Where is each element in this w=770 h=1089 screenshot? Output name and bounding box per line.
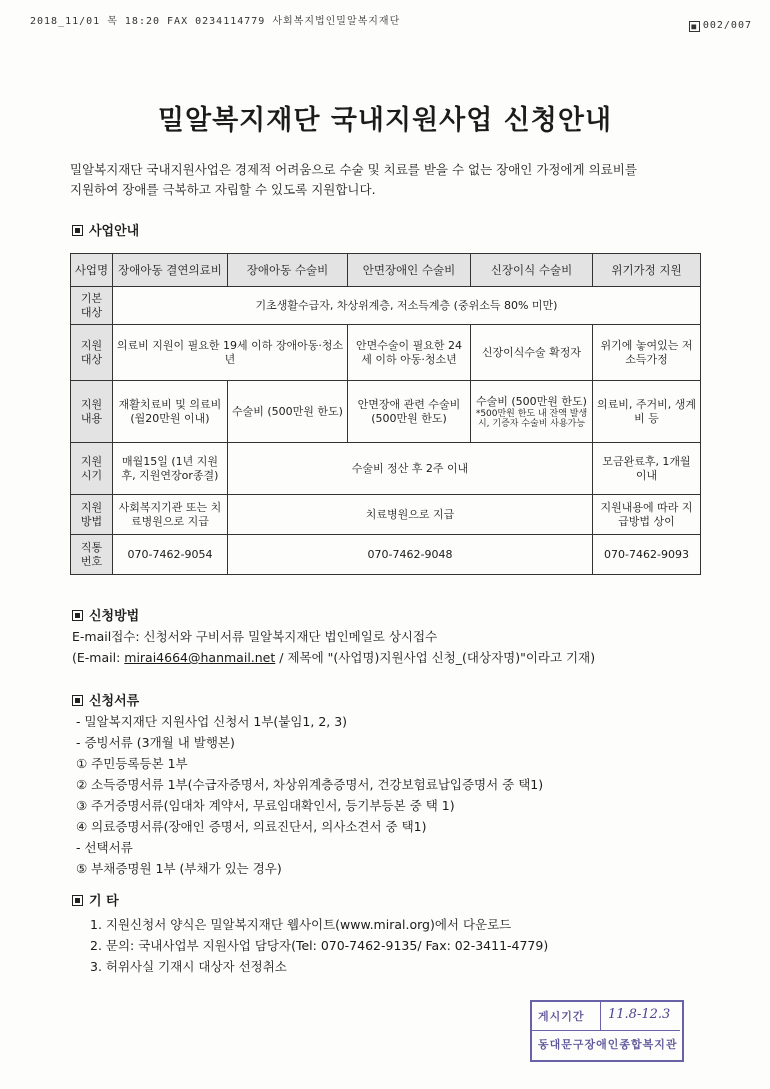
list-item: 2. 문의: 국내사업부 지원사업 담당자(Tel: 070-7462-9135/ Fax: 02-3411-4779) [90,938,549,953]
stamp-organization: 동대문구장애인종합복지관 [538,1038,678,1051]
section-heading-apply: 신청방법 [72,605,139,624]
section-heading-business: 사업안내 [72,220,139,239]
list-item: ② 소득증명서류 1부(수급자증명서, 차상위계층증명서, 건강보험료납입증명서 중 택1) [76,777,544,792]
table-header-row [71,254,701,287]
posting-period-stamp [530,1000,684,1062]
table-cell: 안면장애 관련 수술비 (500만원 한도) [348,381,471,443]
row-label: 지원 시기 [71,443,113,495]
intro-line: 지원하여 장애를 극복하고 자립할 수 있도록 지원합니다. [70,182,376,197]
table-row [71,495,701,535]
list-item: - 선택서류 [76,840,133,855]
row-label: 지원 방법 [71,495,113,535]
stamp-label: 게시기간 [538,1010,585,1023]
page-title: 밀알복지재단 국내지원사업 신청안내 [157,105,613,136]
list-item: - 증빙서류 (3개월 내 발행본) [76,735,235,750]
row-label: 지원 대상 [71,325,113,381]
table-cell: 안면수술이 필요한 24세 이하 아동·청소년 [348,325,471,381]
table-cell: 치료병원으로 지급 [228,495,593,535]
intro-line: 밀알복지재단 국내지원사업은 경제적 어려움으로 수술 및 치료를 받을 수 없는 장애인 가정에게 의료비를 [70,162,637,177]
list-item: ③ 주거증명서류(임대차 계약서, 무료임대확인서, 등기부등본 중 택 1) [76,798,455,813]
table-cell: 재활치료비 및 의료비 (월20만원 이내) [113,381,228,443]
section-heading-docs: 신청서류 [72,690,139,709]
table-row [71,287,701,325]
table-corner-cell: 사업명 [71,254,113,287]
list-item: 3. 허위사실 기재시 대상자 선정취소 [90,959,287,974]
list-item: ④ 의료증명서류(장애인 증명서, 의료진단서, 의사소견서 중 택1) [76,819,427,834]
table-cell: 기초생활수급자, 차상위계층, 저소득계층 (중위소득 80% 미만) [113,287,701,325]
apply-line: E-mail접수: 신청서와 구비서류 밀알복지재단 법인메일로 상시접수 [72,629,438,644]
table-header-cell: 장애아동 결연의료비 [113,254,228,287]
list-item: ⑤ 부채증명원 1부 (부채가 있는 경우) [76,861,282,876]
table-row [71,443,701,495]
row-label: 직통 번호 [71,535,113,575]
table-cell: 신장이식수술 확정자 [471,325,593,381]
table-cell: 의료비, 주거비, 생계비 등 [593,381,701,443]
row-label: 기본 대상 [71,287,113,325]
fax-header-line: 2018_11/01 목 18:20 FAX 0234114779 사회복지법인밀알복지재단 [30,16,401,27]
table-row [71,325,701,381]
list-item: - 밀알복지재단 지원사업 신청서 1부(붙임1, 2, 3) [76,714,348,729]
table-cell: 수술비 (500만원 한도) [228,381,348,443]
row-label: 지원 내용 [71,381,113,443]
table-cell: 070-7462-9048 [228,535,593,575]
table-cell: 위기에 놓여있는 저소득가정 [593,325,701,381]
table-header-cell: 안면장애인 수술비 [348,254,471,287]
square-bullet-icon [72,610,83,621]
table-row [71,381,701,443]
etc-list [90,914,548,977]
fax-page-number: ■ 002/007 [689,20,752,32]
email-link[interactable]: mirai4664@hanmail.net [124,650,276,665]
business-table [70,253,701,575]
list-item: 1. 지원신청서 양식은 밀알복지재단 웹사이트(www.miral.org)에서 다운로드 [90,917,512,932]
stamp-handwritten-date: 11.8-12.3 [608,1007,671,1022]
table-cell: 수술비 정산 후 2주 이내 [228,443,593,495]
table-cell: 070-7462-9093 [593,535,701,575]
table-cell [471,381,593,443]
table-cell: 사회복지기관 또는 치료병원으로 지급 [113,495,228,535]
apply-block [72,626,595,668]
table-cell: 지원내용에 따라 지급방법 상이 [593,495,701,535]
table-row [71,535,701,575]
table-header-cell: 위기가정 지원 [593,254,701,287]
docs-list [76,711,543,879]
cell-main-text: 수술비 (500만원 한도) [476,394,587,408]
table-header-cell: 장애아동 수술비 [228,254,348,287]
table-cell: 070-7462-9054 [113,535,228,575]
square-bullet-icon [72,695,83,706]
list-item: ① 주민등록등본 1부 [76,756,188,771]
table-cell: 모금완료후, 1개월 이내 [593,443,701,495]
square-bullet-icon [72,895,83,906]
cell-footnote: *500만원 한도 내 잔액 발생시, 기증자 수술비 사용가능 [475,408,588,429]
intro-text [70,160,710,200]
square-bullet-icon [72,225,83,236]
apply-line: (E-mail: mirai4664@hanmail.net / 제목에 "(사업명)지원사업 신청_(대상자명)"이라고 기재) [72,650,596,665]
fax-page-icon: ■ [689,21,700,32]
table-cell: 의료비 지원이 필요한 19세 이하 장애아동·청소년 [113,325,348,381]
table-header-cell: 신장이식 수술비 [471,254,593,287]
table-cell: 매월15일 (1년 지원 후, 지원연장or종결) [113,443,228,495]
section-heading-etc: 기 타 [72,890,119,909]
